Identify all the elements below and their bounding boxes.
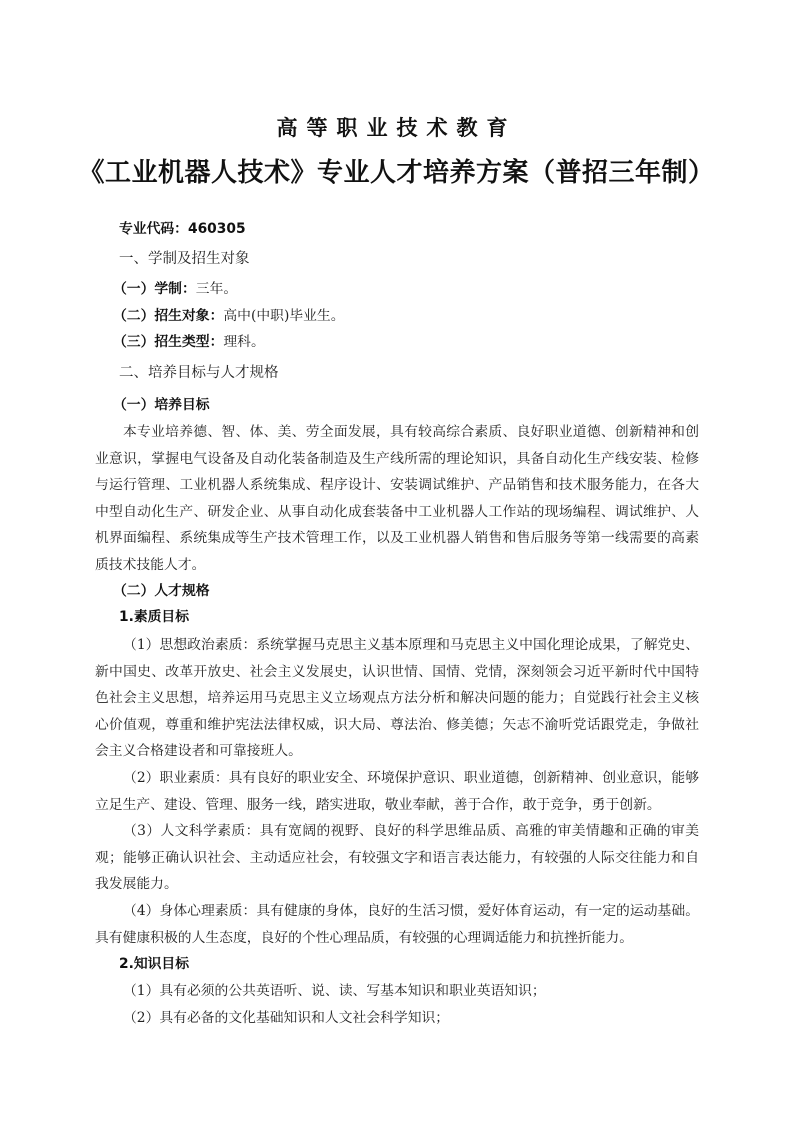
document-title: 《工业机器人技术》专业人才培养方案（普招三年制） [78,158,715,188]
section2-heading: 二、培养目标与人才规格 [119,365,279,381]
section1-item-target [95,306,717,326]
training-goal-heading: （一）培养目标 [113,397,210,413]
quality-item-3: （3）人文科学素质：具有宽阔的视野、良好的科学思维品质、高雅的审美情趣和正确的审美观；能够正确认识社会、主动适应社会，有较强文字和语言表达能力，有较强的人际交往能力和自我发展能力。 [95,823,699,893]
section1-item-type [95,332,717,352]
item-label: （三）招生类型： [113,334,224,350]
major-code-value: 460305 [187,221,246,237]
item-value: 高中(中职)毕业生。 [223,308,345,324]
section1-heading: 一、学制及招生对象 [119,251,250,267]
major-code-label: 专业代码： [119,221,188,237]
item-label: （二）招生对象： [113,308,224,324]
major-code-line [95,219,723,239]
knowledge-item-1: （1）具有必须的公共英语听、说、读、写基本知识和职业英语知识； [123,983,546,999]
quality-item-4: （4）身体心理素质：具有健康的身体，良好的生活习惯，爱好体育运动，有一定的运动基础。具有健康积极的人生态度，良好的个性心理品质，有较强的心理调适能力和抗挫折能力。 [95,903,699,946]
item-label: （一）学制： [113,281,196,297]
item-value: 理科。 [223,334,265,350]
training-goal-paragraph: 本专业培养德、智、体、美、劳全面发展，具有较高综合素质、良好职业道德、创新精神和创业意识，掌握电气设备及自动化装备制造及生产线所需的理论知识，具备自动化生产线安装、检修与运行管理、工业机器人系统集成、程序设计、安装调试维护、产品销售和技术服务能力，在各大中型自动化生产、研发企业、从事自动化成套装备中工业机器人工作站的现场编程、调试维护、人机界面编程、系统集成等生产技术管理工作，以及工业机器人销售和售后服务等第一线需要的高素质技术技能人才。 [95,424,699,573]
item-value: 三年。 [195,281,238,297]
quality-item-2: （2）职业素质：具有良好的职业安全、环境保护意识、职业道德，创新精神、创业意识，能够立足生产、建设、管理、服务一线，踏实进取，敬业奉献，善于合作，敢于竞争，勇于创新。 [95,770,699,813]
document-header: 高等职业技术教育 [276,116,517,140]
quality-goal-heading: 1.素质目标 [119,609,190,625]
knowledge-goal-heading: 2.知识目标 [119,956,190,972]
section1-item-duration [95,279,717,299]
knowledge-item-2: （2）具有必备的文化基础知识和人文社会科学知识； [123,1010,450,1026]
quality-item-1: （1）思想政治素质：系统掌握马克思主义基本原理和马克思主义中国化理论成果，了解党史、新中国史、改革开放史、社会主义发展史，认识世情、国情、党情，深刻领会习近平新时代中国特色社会主义思想，培养运用马克思主义立场观点方法分析和解决问题的能力；自觉践行社会主义核心价值观，尊重和维护宪法法律权威，识大局、尊法治、修美德；矢志不渝听党话跟党走，争做社会主义合格建设者和可靠接班人。 [95,637,699,760]
talent-spec-heading: （二）人才规格 [113,583,210,599]
